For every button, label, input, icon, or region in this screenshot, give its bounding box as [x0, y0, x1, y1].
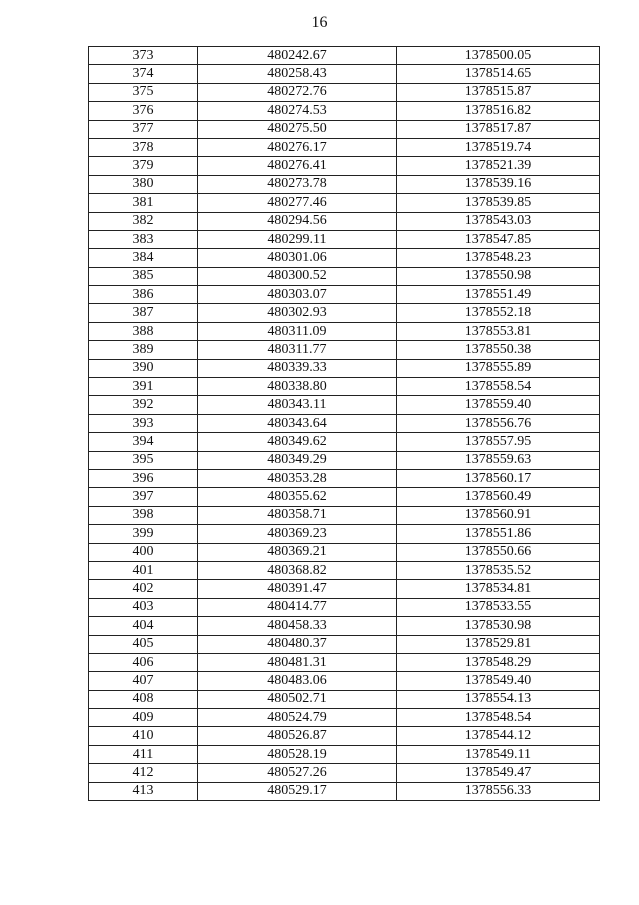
point-number-cell: 413 — [89, 782, 198, 800]
point-number-cell: 375 — [89, 83, 198, 101]
y-coordinate-cell: 1378530.98 — [397, 617, 600, 635]
x-coordinate-cell: 480529.17 — [198, 782, 397, 800]
point-number-cell: 388 — [89, 322, 198, 340]
x-coordinate-cell: 480358.71 — [198, 506, 397, 524]
x-coordinate-cell: 480294.56 — [198, 212, 397, 230]
table-row — [89, 488, 600, 506]
x-coordinate-cell: 480338.80 — [198, 378, 397, 396]
x-coordinate-cell: 480276.17 — [198, 138, 397, 156]
y-coordinate-cell: 1378549.47 — [397, 764, 600, 782]
table-row — [89, 378, 600, 396]
y-coordinate-cell: 1378529.81 — [397, 635, 600, 653]
y-coordinate-cell: 1378549.40 — [397, 672, 600, 690]
point-number-cell: 386 — [89, 286, 198, 304]
y-coordinate-cell: 1378543.03 — [397, 212, 600, 230]
point-number-cell: 379 — [89, 157, 198, 175]
x-coordinate-cell: 480369.21 — [198, 543, 397, 561]
point-number-cell: 399 — [89, 525, 198, 543]
table-row — [89, 543, 600, 561]
y-coordinate-cell: 1378560.17 — [397, 469, 600, 487]
point-number-cell: 380 — [89, 175, 198, 193]
x-coordinate-cell: 480349.29 — [198, 451, 397, 469]
point-number-cell: 400 — [89, 543, 198, 561]
table-row — [89, 65, 600, 83]
point-number-cell: 407 — [89, 672, 198, 690]
point-number-cell: 387 — [89, 304, 198, 322]
y-coordinate-cell: 1378556.33 — [397, 782, 600, 800]
point-number-cell: 394 — [89, 433, 198, 451]
y-coordinate-cell: 1378539.16 — [397, 175, 600, 193]
y-coordinate-cell: 1378559.63 — [397, 451, 600, 469]
point-number-cell: 412 — [89, 764, 198, 782]
y-coordinate-cell: 1378551.86 — [397, 525, 600, 543]
x-coordinate-cell: 480353.28 — [198, 469, 397, 487]
point-number-cell: 374 — [89, 65, 198, 83]
point-number-cell: 395 — [89, 451, 198, 469]
x-coordinate-cell: 480274.53 — [198, 102, 397, 120]
y-coordinate-cell: 1378557.95 — [397, 433, 600, 451]
x-coordinate-cell: 480275.50 — [198, 120, 397, 138]
table-row — [89, 102, 600, 120]
table-row — [89, 451, 600, 469]
y-coordinate-cell: 1378548.29 — [397, 653, 600, 671]
point-number-cell: 377 — [89, 120, 198, 138]
table-row — [89, 709, 600, 727]
table-row — [89, 672, 600, 690]
x-coordinate-cell: 480527.26 — [198, 764, 397, 782]
table-row — [89, 506, 600, 524]
point-number-cell: 398 — [89, 506, 198, 524]
table-row — [89, 396, 600, 414]
point-number-cell: 406 — [89, 653, 198, 671]
x-coordinate-cell: 480480.37 — [198, 635, 397, 653]
point-number-cell: 390 — [89, 359, 198, 377]
x-coordinate-cell: 480311.09 — [198, 322, 397, 340]
point-number-cell: 385 — [89, 267, 198, 285]
x-coordinate-cell: 480311.77 — [198, 341, 397, 359]
y-coordinate-cell: 1378514.65 — [397, 65, 600, 83]
point-number-cell: 376 — [89, 102, 198, 120]
point-number-cell: 408 — [89, 690, 198, 708]
table-row — [89, 120, 600, 138]
y-coordinate-cell: 1378544.12 — [397, 727, 600, 745]
table-row — [89, 267, 600, 285]
point-number-cell: 373 — [89, 47, 198, 65]
point-number-cell: 378 — [89, 138, 198, 156]
y-coordinate-cell: 1378548.23 — [397, 249, 600, 267]
point-number-cell: 383 — [89, 230, 198, 248]
table-row — [89, 727, 600, 745]
y-coordinate-cell: 1378550.98 — [397, 267, 600, 285]
table-row — [89, 653, 600, 671]
table-row — [89, 414, 600, 432]
x-coordinate-cell: 480481.31 — [198, 653, 397, 671]
table-row — [89, 175, 600, 193]
coordinates-table-body — [89, 47, 600, 801]
table-row — [89, 212, 600, 230]
y-coordinate-cell: 1378533.55 — [397, 598, 600, 616]
x-coordinate-cell: 480524.79 — [198, 709, 397, 727]
y-coordinate-cell: 1378560.49 — [397, 488, 600, 506]
table-row — [89, 304, 600, 322]
x-coordinate-cell: 480355.62 — [198, 488, 397, 506]
x-coordinate-cell: 480349.62 — [198, 433, 397, 451]
point-number-cell: 405 — [89, 635, 198, 653]
point-number-cell: 384 — [89, 249, 198, 267]
table-row — [89, 157, 600, 175]
table-row — [89, 690, 600, 708]
table-row — [89, 469, 600, 487]
point-number-cell: 389 — [89, 341, 198, 359]
x-coordinate-cell: 480339.33 — [198, 359, 397, 377]
table-row — [89, 359, 600, 377]
y-coordinate-cell: 1378535.52 — [397, 561, 600, 579]
y-coordinate-cell: 1378553.81 — [397, 322, 600, 340]
coordinates-table — [88, 46, 600, 801]
x-coordinate-cell: 480273.78 — [198, 175, 397, 193]
x-coordinate-cell: 480391.47 — [198, 580, 397, 598]
table-row — [89, 322, 600, 340]
y-coordinate-cell: 1378515.87 — [397, 83, 600, 101]
x-coordinate-cell: 480272.76 — [198, 83, 397, 101]
table-row — [89, 286, 600, 304]
x-coordinate-cell: 480343.11 — [198, 396, 397, 414]
y-coordinate-cell: 1378552.18 — [397, 304, 600, 322]
y-coordinate-cell: 1378534.81 — [397, 580, 600, 598]
y-coordinate-cell: 1378550.38 — [397, 341, 600, 359]
point-number-cell: 410 — [89, 727, 198, 745]
x-coordinate-cell: 480502.71 — [198, 690, 397, 708]
table-row — [89, 525, 600, 543]
x-coordinate-cell: 480276.41 — [198, 157, 397, 175]
x-coordinate-cell: 480368.82 — [198, 561, 397, 579]
point-number-cell: 396 — [89, 469, 198, 487]
table-row — [89, 230, 600, 248]
x-coordinate-cell: 480414.77 — [198, 598, 397, 616]
table-row — [89, 341, 600, 359]
x-coordinate-cell: 480343.64 — [198, 414, 397, 432]
y-coordinate-cell: 1378549.11 — [397, 745, 600, 763]
table-row — [89, 745, 600, 763]
x-coordinate-cell: 480369.23 — [198, 525, 397, 543]
table-row — [89, 433, 600, 451]
y-coordinate-cell: 1378548.54 — [397, 709, 600, 727]
y-coordinate-cell: 1378547.85 — [397, 230, 600, 248]
point-number-cell: 392 — [89, 396, 198, 414]
y-coordinate-cell: 1378554.13 — [397, 690, 600, 708]
point-number-cell: 404 — [89, 617, 198, 635]
table-row — [89, 47, 600, 65]
x-coordinate-cell: 480528.19 — [198, 745, 397, 763]
y-coordinate-cell: 1378517.87 — [397, 120, 600, 138]
table-row — [89, 249, 600, 267]
y-coordinate-cell: 1378521.39 — [397, 157, 600, 175]
x-coordinate-cell: 480302.93 — [198, 304, 397, 322]
x-coordinate-cell: 480300.52 — [198, 267, 397, 285]
x-coordinate-cell: 480526.87 — [198, 727, 397, 745]
x-coordinate-cell: 480242.67 — [198, 47, 397, 65]
table-row — [89, 194, 600, 212]
table-row — [89, 617, 600, 635]
point-number-cell: 397 — [89, 488, 198, 506]
table-row — [89, 83, 600, 101]
x-coordinate-cell: 480258.43 — [198, 65, 397, 83]
point-number-cell: 391 — [89, 378, 198, 396]
table-row — [89, 598, 600, 616]
page-number: 16 — [311, 14, 328, 31]
y-coordinate-cell: 1378516.82 — [397, 102, 600, 120]
x-coordinate-cell: 480483.06 — [198, 672, 397, 690]
table-row — [89, 635, 600, 653]
table-row — [89, 764, 600, 782]
table-row — [89, 561, 600, 579]
point-number-cell: 403 — [89, 598, 198, 616]
y-coordinate-cell: 1378555.89 — [397, 359, 600, 377]
y-coordinate-cell: 1378500.05 — [397, 47, 600, 65]
point-number-cell: 402 — [89, 580, 198, 598]
point-number-cell: 393 — [89, 414, 198, 432]
y-coordinate-cell: 1378560.91 — [397, 506, 600, 524]
x-coordinate-cell: 480303.07 — [198, 286, 397, 304]
y-coordinate-cell: 1378559.40 — [397, 396, 600, 414]
y-coordinate-cell: 1378558.54 — [397, 378, 600, 396]
x-coordinate-cell: 480458.33 — [198, 617, 397, 635]
point-number-cell: 381 — [89, 194, 198, 212]
point-number-cell: 409 — [89, 709, 198, 727]
point-number-cell: 411 — [89, 745, 198, 763]
table-row — [89, 782, 600, 800]
point-number-cell: 382 — [89, 212, 198, 230]
x-coordinate-cell: 480301.06 — [198, 249, 397, 267]
point-number-cell: 401 — [89, 561, 198, 579]
y-coordinate-cell: 1378519.74 — [397, 138, 600, 156]
x-coordinate-cell: 480299.11 — [198, 230, 397, 248]
y-coordinate-cell: 1378550.66 — [397, 543, 600, 561]
table-row — [89, 138, 600, 156]
table-row — [89, 580, 600, 598]
y-coordinate-cell: 1378556.76 — [397, 414, 600, 432]
x-coordinate-cell: 480277.46 — [198, 194, 397, 212]
y-coordinate-cell: 1378539.85 — [397, 194, 600, 212]
y-coordinate-cell: 1378551.49 — [397, 286, 600, 304]
